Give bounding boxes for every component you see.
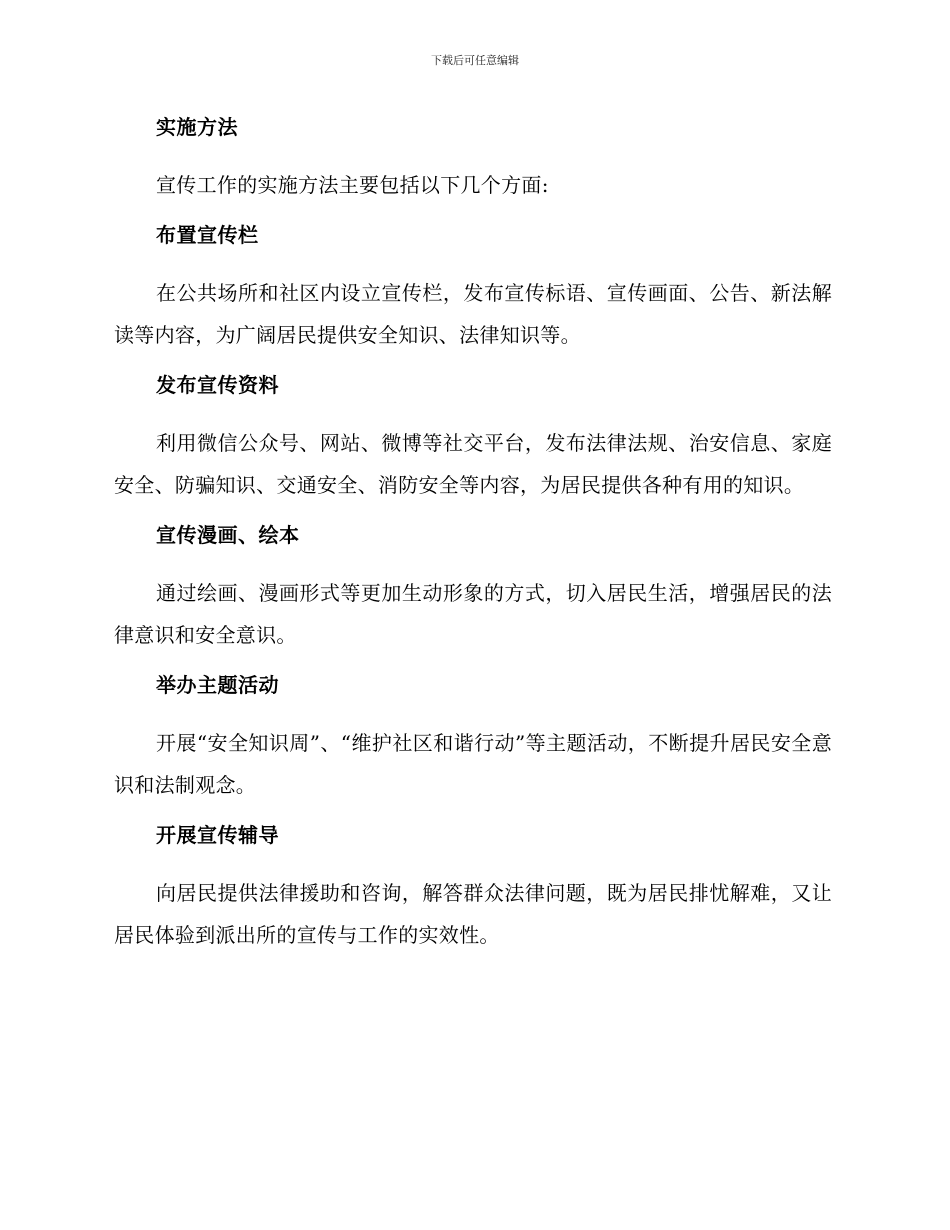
section-heading-comics-picture-books: 宣传漫画、绘本 [156, 523, 300, 547]
paragraph-comics-picture-books: 通过绘画、漫画形式等更加生动形象的方式，切入居民生活，增强居民的法律意识和安全意识。 [114, 581, 832, 647]
paragraph-bulletin-board: 在公共场所和社区内设立宣传栏，发布宣传标语、宣传画面、公告、新法解读等内容，为广阔居民提供安全知识、法律知识等。 [114, 281, 832, 347]
paragraph-guidance: 向居民提供法律援助和咨询，解答群众法律问题，既为居民排忧解难，又让居民体验到派出所的宣传与工作的实效性。 [114, 881, 832, 947]
section-heading-implementation-methods: 实施方法 [156, 115, 238, 139]
page-header: 下载后可任意编辑 [431, 54, 519, 67]
paragraph-theme-activities: 开展“安全知识周”、“维护社区和谐行动”等主题活动，不断提升居民安全意识和法制观念。 [114, 731, 832, 797]
paragraph-intro: 宣传工作的实施方法主要包括以下几个方面: [156, 173, 549, 197]
section-heading-guidance: 开展宣传辅导 [156, 823, 279, 847]
paragraph-publish-materials: 利用微信公众号、网站、微博等社交平台，发布法律法规、治安信息、家庭安全、防骗知识、交通安全、消防安全等内容，为居民提供各种有用的知识。 [114, 431, 832, 497]
document-body [114, 110, 832, 968]
section-heading-publish-materials: 发布宣传资料 [156, 373, 279, 397]
section-heading-theme-activities: 举办主题活动 [156, 673, 279, 697]
section-heading-bulletin-board: 布置宣传栏 [156, 223, 259, 247]
